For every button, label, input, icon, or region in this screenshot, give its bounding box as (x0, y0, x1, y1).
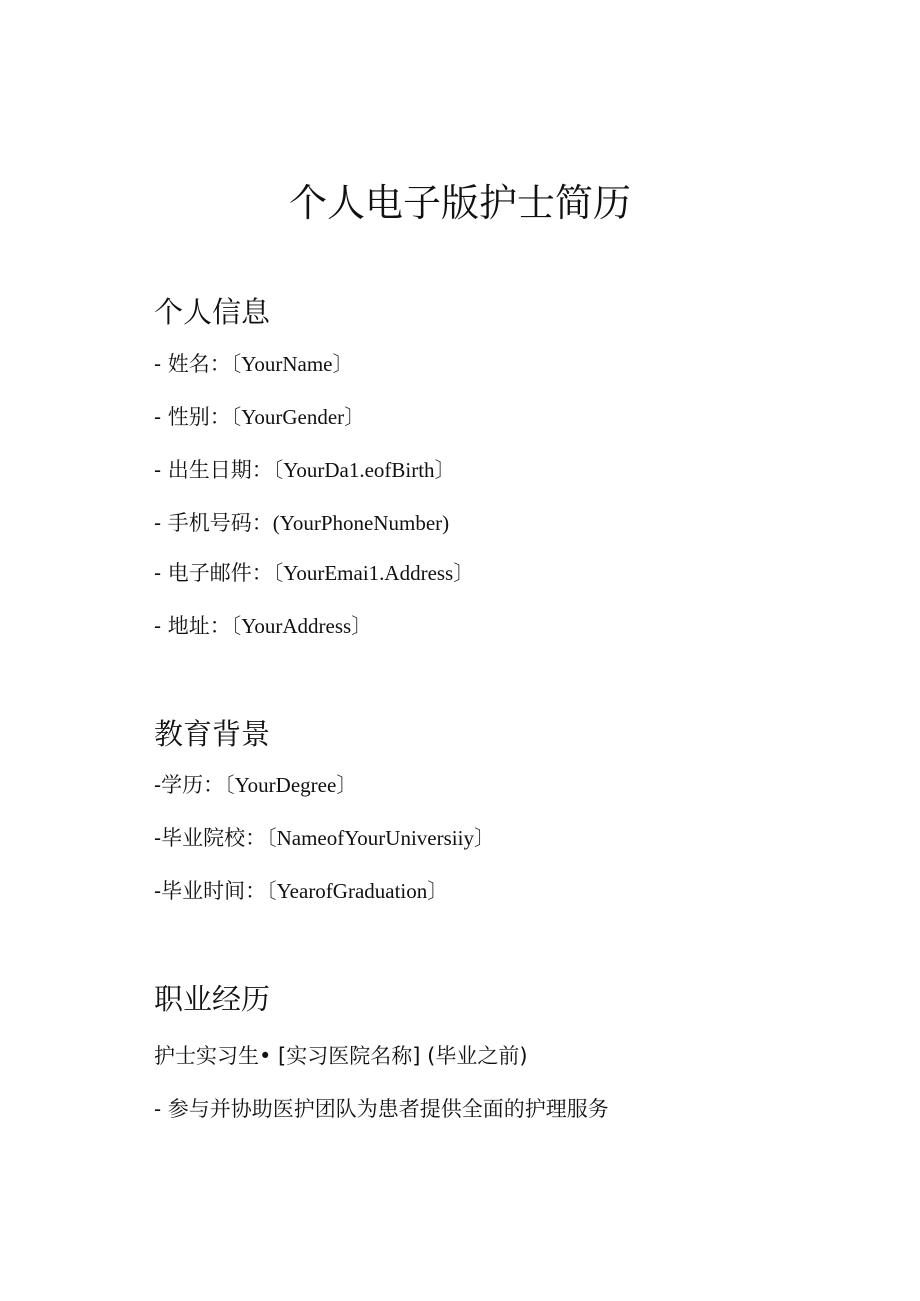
personal-info-heading: 个人信息 (154, 295, 271, 329)
item-label: -毕业院校： (154, 826, 267, 850)
item-label: - 电子邮件： (154, 561, 273, 585)
item-label: -学历： (154, 773, 225, 797)
item-value: 〔NameofYourUniversiiy〕 (266, 826, 495, 850)
experience-heading: 职业经历 (154, 982, 271, 1016)
personal-info-item-address (154, 610, 372, 640)
personal-info-item-name (154, 348, 353, 378)
personal-info-item-phone (154, 507, 449, 537)
education-item-graduation (154, 875, 448, 905)
document-title: 个人电子版护士简历 (288, 181, 631, 225)
education-item-degree (154, 769, 357, 799)
item-value: 〔YourDegree〕 (224, 773, 358, 797)
education-heading: 教育背景 (154, 717, 271, 751)
item-label: -毕业时间： (154, 879, 267, 903)
item-value: 〔YourGender〕 (230, 405, 366, 429)
item-value: 〔YearofGraduation〕 (266, 879, 449, 903)
item-label: - 性别： (154, 405, 231, 429)
education-item-university (154, 822, 495, 852)
item-label: - 手机号码： (154, 511, 273, 535)
personal-info-item-email (154, 557, 474, 587)
item-value: (YourPhoneNumber) (272, 511, 450, 535)
item-value: 〔YourEmai1.Address〕 (272, 561, 475, 585)
item-label: - 出生日期： (154, 458, 273, 482)
personal-info-item-birthdate (154, 454, 456, 484)
item-value: 〔YourAddress〕 (230, 614, 373, 638)
experience-duty: - 参与并协助医护团队为患者提供全面的护理服务 (154, 1097, 609, 1121)
item-label: - 姓名： (154, 352, 231, 376)
item-label: - 地址： (154, 614, 231, 638)
job-title: 护士实习生• [实习医院名称] (毕业之前) (154, 1044, 528, 1068)
personal-info-item-gender (154, 401, 365, 431)
item-value: 〔YourName〕 (230, 352, 354, 376)
item-value: 〔YourDa1.eofBirth〕 (272, 458, 456, 482)
